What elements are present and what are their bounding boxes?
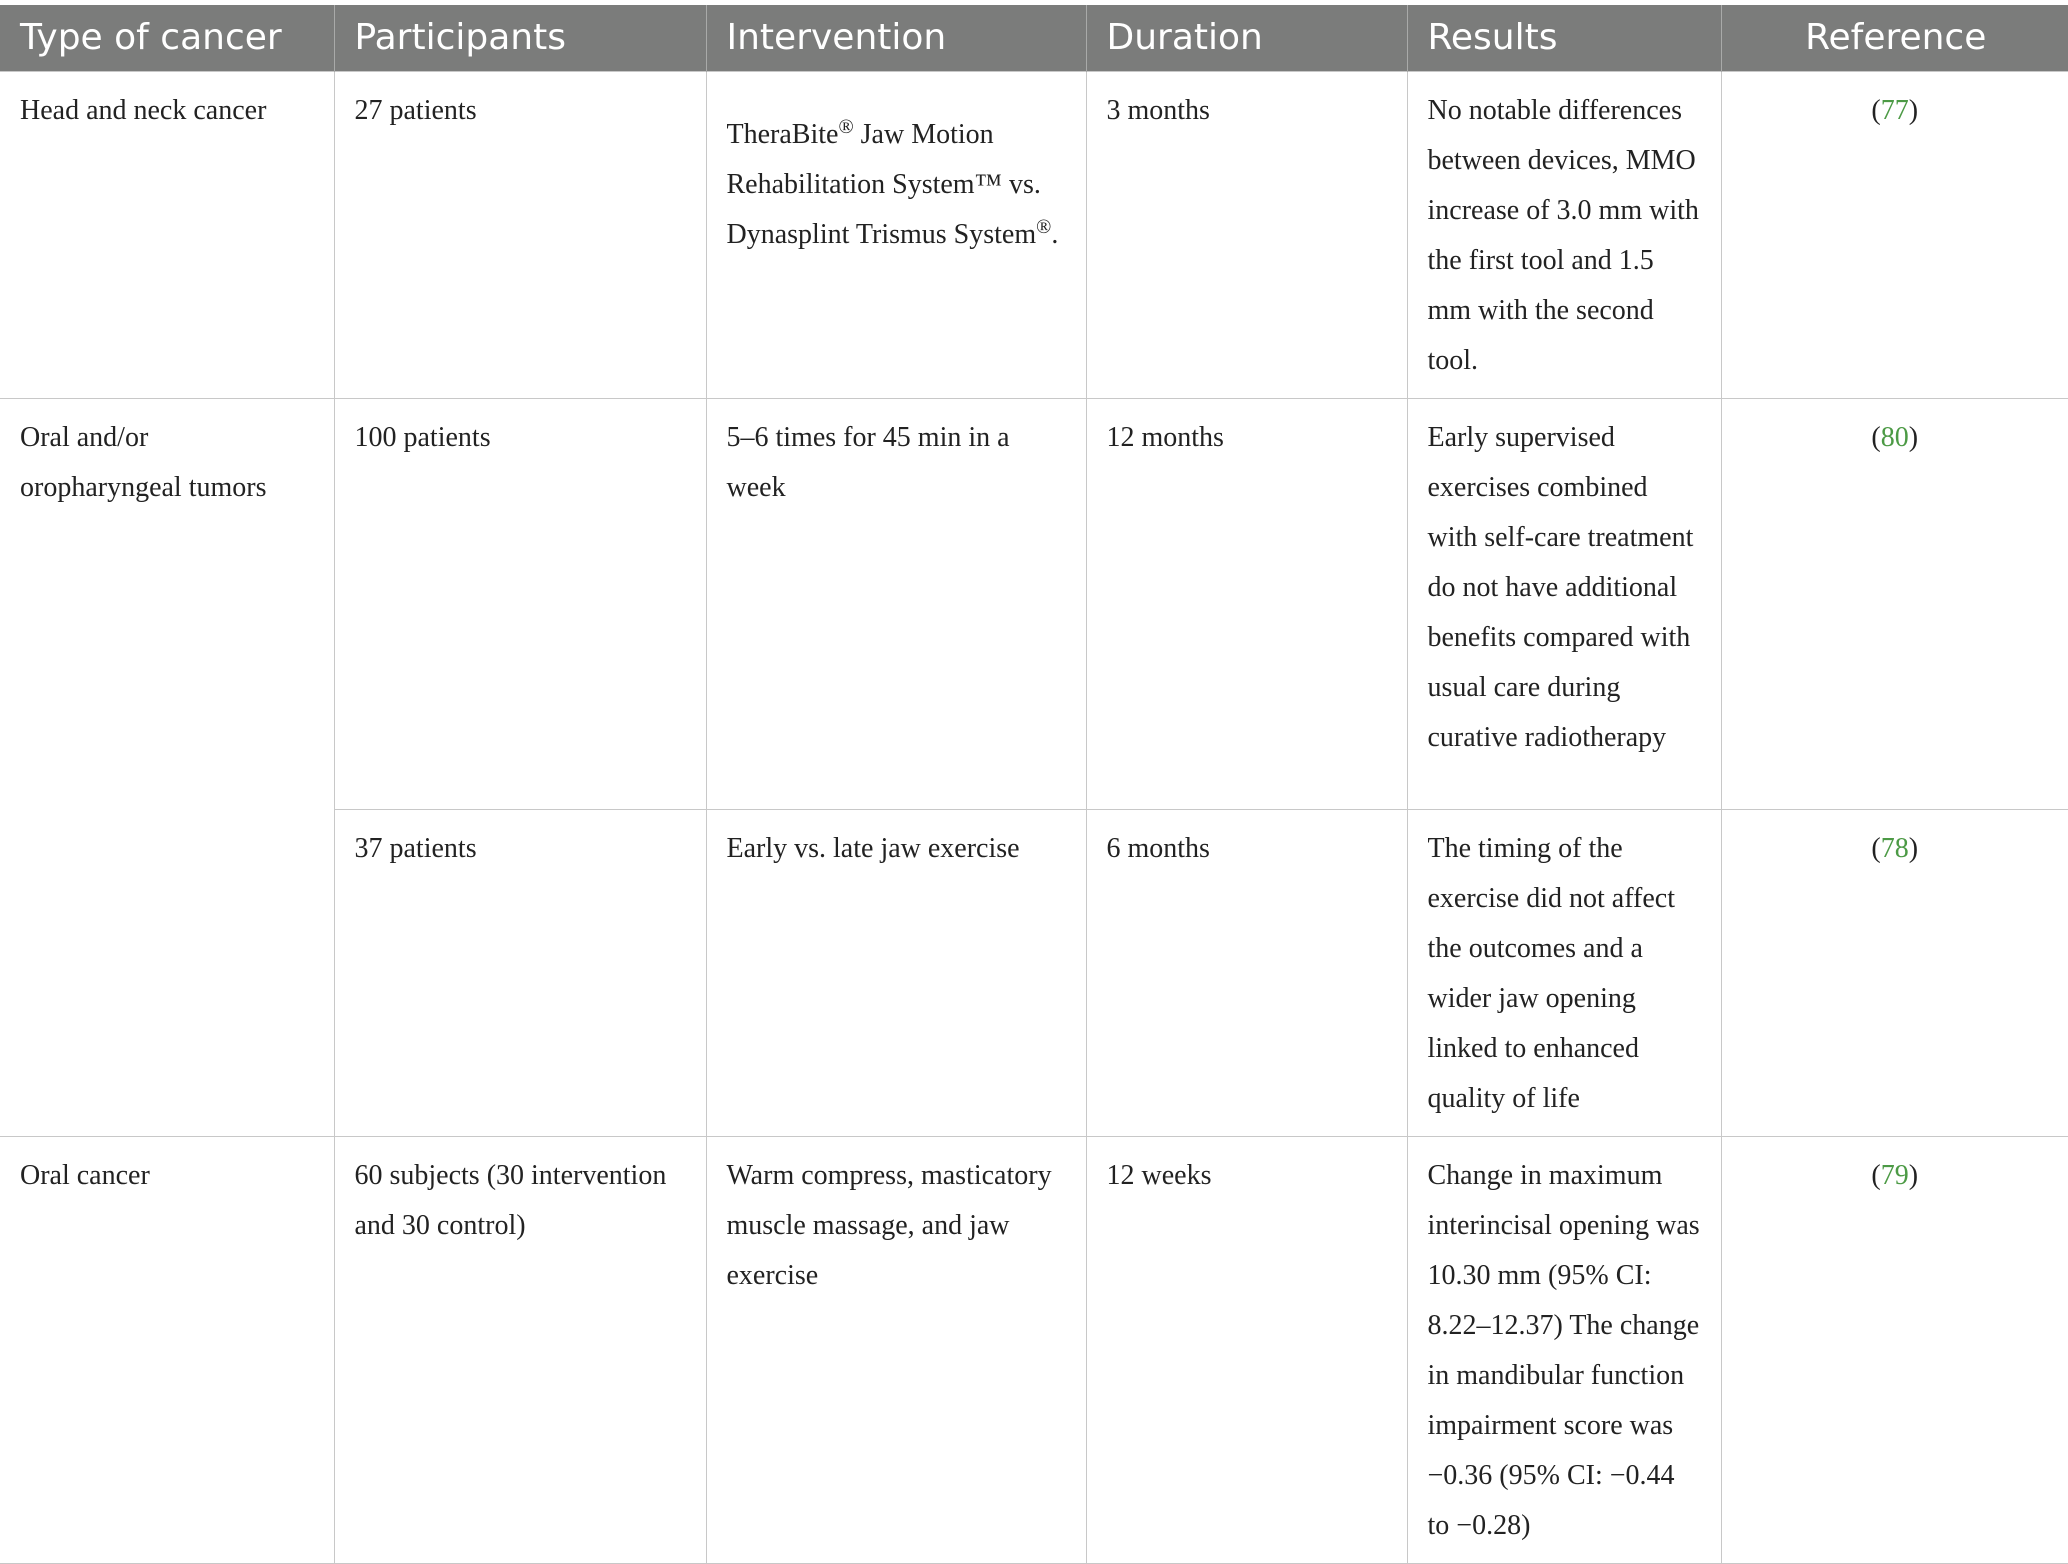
cell-duration: 12 weeks bbox=[1086, 1136, 1407, 1563]
cell-intervention: Early vs. late jaw exercise bbox=[706, 809, 1086, 1136]
cell-intervention: Warm compress, masticatory muscle massage, and jaw exercise bbox=[706, 1136, 1086, 1563]
reference-link[interactable]: 79 bbox=[1880, 1159, 1909, 1191]
reference-paren-open: ( bbox=[1871, 832, 1881, 864]
cell-reference bbox=[1721, 71, 2068, 398]
header-participants: Participants bbox=[334, 5, 706, 71]
table-body bbox=[0, 71, 2068, 1563]
study-table bbox=[0, 5, 2068, 1564]
cell-participants: 27 patients bbox=[334, 71, 706, 398]
reference-paren-close: ) bbox=[1908, 94, 1919, 126]
registered-mark: ® bbox=[1036, 215, 1052, 238]
reference-paren-close: ) bbox=[1908, 832, 1919, 864]
reference-paren-close: ) bbox=[1908, 421, 1919, 453]
cell-intervention bbox=[706, 71, 1086, 398]
cell-intervention: 5–6 times for 45 min in a week bbox=[706, 398, 1086, 809]
header-reference: Reference bbox=[1721, 5, 2068, 71]
cell-type-of-cancer: Oral and/or oropharyngeal tumors bbox=[0, 398, 334, 1136]
cell-results: Change in maximum interincisal opening was 10.30 mm (95% CI: 8.22–12.37) The change in mandibular function impairment score was −0.36 (95% CI: −0.44 to −0.28) bbox=[1407, 1136, 1721, 1563]
header-intervention: Intervention bbox=[706, 5, 1086, 71]
table-row bbox=[0, 71, 2068, 398]
cell-type-of-cancer: Head and neck cancer bbox=[0, 71, 334, 398]
cell-type-of-cancer: Oral cancer bbox=[0, 1136, 334, 1563]
reference-link[interactable]: 77 bbox=[1880, 94, 1909, 126]
cell-results: The timing of the exercise did not affect the outcomes and a wider jaw opening linked to enhanced quality of life bbox=[1407, 809, 1721, 1136]
header-row bbox=[0, 5, 2068, 71]
cell-participants: 37 patients bbox=[334, 809, 706, 1136]
reference-link[interactable]: 80 bbox=[1880, 421, 1909, 453]
intervention-text: . bbox=[1051, 218, 1059, 250]
cell-duration: 12 months bbox=[1086, 398, 1407, 809]
registered-mark: ® bbox=[838, 115, 854, 138]
reference-paren-open: ( bbox=[1871, 1159, 1881, 1191]
header-results: Results bbox=[1407, 5, 1721, 71]
table-row bbox=[0, 1136, 2068, 1563]
header-type-of-cancer: Type of cancer bbox=[0, 5, 334, 71]
cell-duration: 6 months bbox=[1086, 809, 1407, 1136]
cell-reference bbox=[1721, 1136, 2068, 1563]
header-duration: Duration bbox=[1086, 5, 1407, 71]
cell-duration: 3 months bbox=[1086, 71, 1407, 398]
reference-paren-close: ) bbox=[1908, 1159, 1919, 1191]
cell-results: No notable differences between devices, MMO increase of 3.0 mm with the first tool and 1.5 mm with the second tool. bbox=[1407, 71, 1721, 398]
table-header bbox=[0, 5, 2068, 71]
cell-participants: 60 subjects (30 intervention and 30 control) bbox=[334, 1136, 706, 1563]
reference-paren-open: ( bbox=[1871, 421, 1881, 453]
cell-reference bbox=[1721, 809, 2068, 1136]
intervention-text: TheraBite bbox=[726, 118, 839, 150]
cell-reference bbox=[1721, 398, 2068, 809]
cell-results: Early supervised exercises combined with self-care treatment do not have additional benefits compared with usual care during curative radiotherapy bbox=[1407, 398, 1721, 809]
table-row bbox=[0, 398, 2068, 809]
reference-link[interactable]: 78 bbox=[1880, 832, 1909, 864]
reference-paren-open: ( bbox=[1871, 94, 1881, 126]
intervention-text: Jaw Motion Rehabilitation System™ vs. Dynasplint Trismus System bbox=[726, 118, 1041, 250]
cell-participants: 100 patients bbox=[334, 398, 706, 809]
